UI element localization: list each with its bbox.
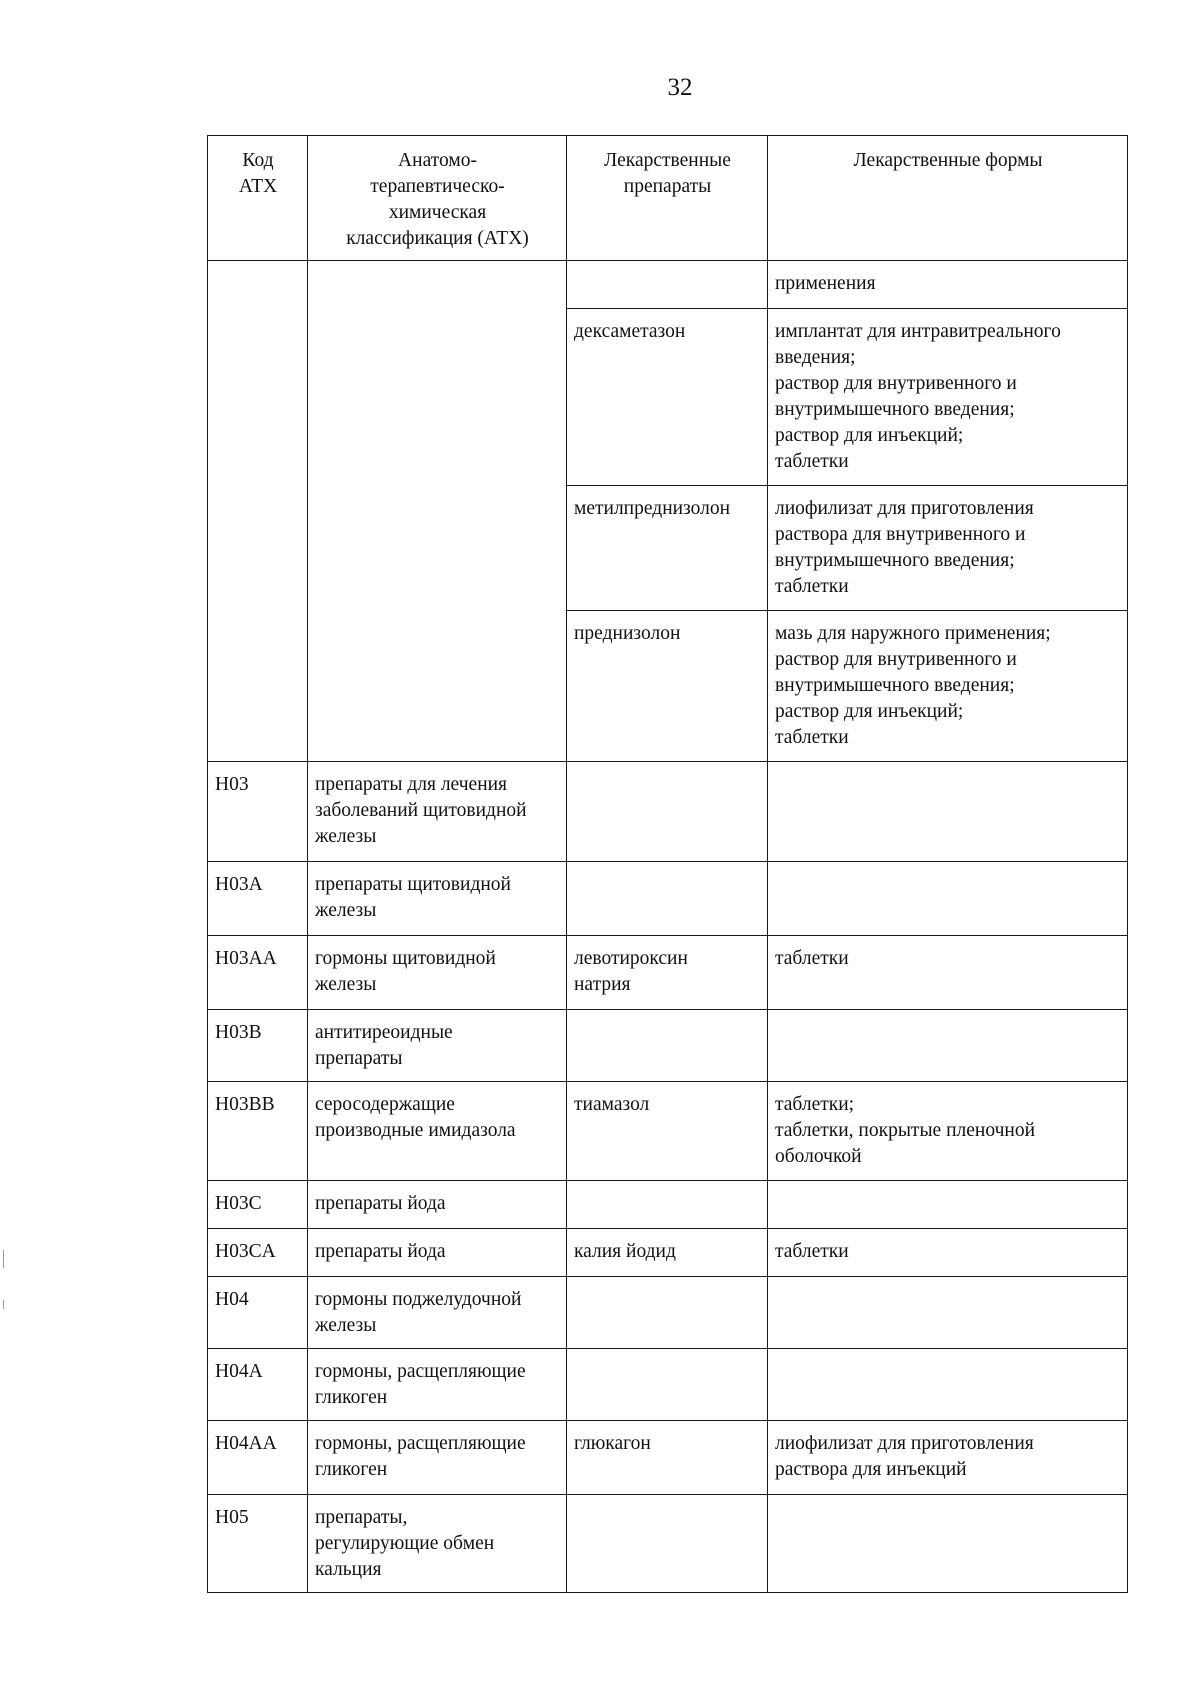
- classification-cell: препараты щитовидной железы: [308, 862, 567, 936]
- forms-cell: [768, 862, 1128, 936]
- drug-cell: [567, 261, 768, 309]
- scan-mark: [3, 1250, 4, 1268]
- scan-mark: [3, 1300, 4, 1309]
- drug-cell: преднизолон: [567, 611, 768, 762]
- code-cell: H05: [208, 1495, 308, 1593]
- classification-cell: гормоны поджелудочной железы: [308, 1277, 567, 1349]
- code-cell: H03CA: [208, 1229, 308, 1277]
- table-row: [208, 1229, 1128, 1277]
- code-cell: H03C: [208, 1181, 308, 1229]
- code-cell: H03: [208, 762, 308, 862]
- header-classification: Анатомо- терапевтическо- химическая классификация (АТХ): [308, 136, 567, 261]
- classification-cell: препараты, регулирующие обмен кальция: [308, 1495, 567, 1593]
- table-row: [208, 1349, 1128, 1421]
- table-row: [208, 762, 1128, 862]
- forms-cell: применения: [768, 261, 1128, 309]
- classification-cell: препараты йода: [308, 1229, 567, 1277]
- table-row: [208, 1277, 1128, 1349]
- drug-cell: метилпреднизолон: [567, 486, 768, 611]
- drug-cell: [567, 1495, 768, 1593]
- table-row: [208, 1010, 1128, 1082]
- code-cell-continued: [208, 261, 308, 762]
- header-drugs: Лекарственные препараты: [567, 136, 768, 261]
- drug-cell: [567, 1277, 768, 1349]
- forms-cell: [768, 1277, 1128, 1349]
- classification-cell: гормоны, расщепляющие гликоген: [308, 1349, 567, 1421]
- drug-cell: левотироксин натрия: [567, 936, 768, 1010]
- table-row: [208, 261, 1128, 309]
- drug-cell: [567, 762, 768, 862]
- forms-cell: таблетки: [768, 1229, 1128, 1277]
- drug-cell: дексаметазон: [567, 309, 768, 486]
- drug-cell: калия йодид: [567, 1229, 768, 1277]
- forms-cell: [768, 1181, 1128, 1229]
- table-row: [208, 1421, 1128, 1495]
- table-row: [208, 1082, 1128, 1181]
- table-row: [208, 936, 1128, 1010]
- table-header-row: [208, 136, 1128, 261]
- header-code: Код АТХ: [208, 136, 308, 261]
- forms-cell: имплантат для интравитреального введения; раствор для внутривенного и внутримышечного введения; раствор для инъекций; таблетки: [768, 309, 1128, 486]
- drug-cell: [567, 1010, 768, 1082]
- code-cell: H04AA: [208, 1421, 308, 1495]
- table-row: [208, 1495, 1128, 1593]
- forms-cell: [768, 762, 1128, 862]
- forms-cell: [768, 1010, 1128, 1082]
- table-row: [208, 862, 1128, 936]
- code-cell: H03BB: [208, 1082, 308, 1181]
- classification-cell-continued: [308, 261, 567, 762]
- forms-cell: таблетки; таблетки, покрытые пленочной оболочкой: [768, 1082, 1128, 1181]
- drug-cell: глюкагон: [567, 1421, 768, 1495]
- classification-cell: серосодержащие производные имидазола: [308, 1082, 567, 1181]
- forms-cell: [768, 1349, 1128, 1421]
- forms-cell: лиофилизат для приготовления раствора для внутривенного и внутримышечного введения; таблетки: [768, 486, 1128, 611]
- code-cell: H03B: [208, 1010, 308, 1082]
- classification-cell: гормоны щитовидной железы: [308, 936, 567, 1010]
- page-number: 32: [667, 74, 693, 101]
- forms-cell: таблетки: [768, 936, 1128, 1010]
- drug-cell: тиамазол: [567, 1082, 768, 1181]
- drug-cell: [567, 862, 768, 936]
- classification-cell: гормоны, расщепляющие гликоген: [308, 1421, 567, 1495]
- code-cell: H04: [208, 1277, 308, 1349]
- classification-cell: препараты йода: [308, 1181, 567, 1229]
- forms-cell: лиофилизат для приготовления раствора для инъекций: [768, 1421, 1128, 1495]
- table-row: [208, 1181, 1128, 1229]
- drug-cell: [567, 1349, 768, 1421]
- forms-cell: [768, 1495, 1128, 1593]
- atc-drug-table: [207, 135, 1128, 1593]
- header-forms: Лекарственные формы: [768, 136, 1128, 261]
- drug-cell: [567, 1181, 768, 1229]
- code-cell: H04A: [208, 1349, 308, 1421]
- code-cell: H03AA: [208, 936, 308, 1010]
- classification-cell: препараты для лечения заболеваний щитовидной железы: [308, 762, 567, 862]
- code-cell: H03A: [208, 862, 308, 936]
- classification-cell: антитиреоидные препараты: [308, 1010, 567, 1082]
- forms-cell: мазь для наружного применения; раствор для внутривенного и внутримышечного введения; раствор для инъекций; таблетки: [768, 611, 1128, 762]
